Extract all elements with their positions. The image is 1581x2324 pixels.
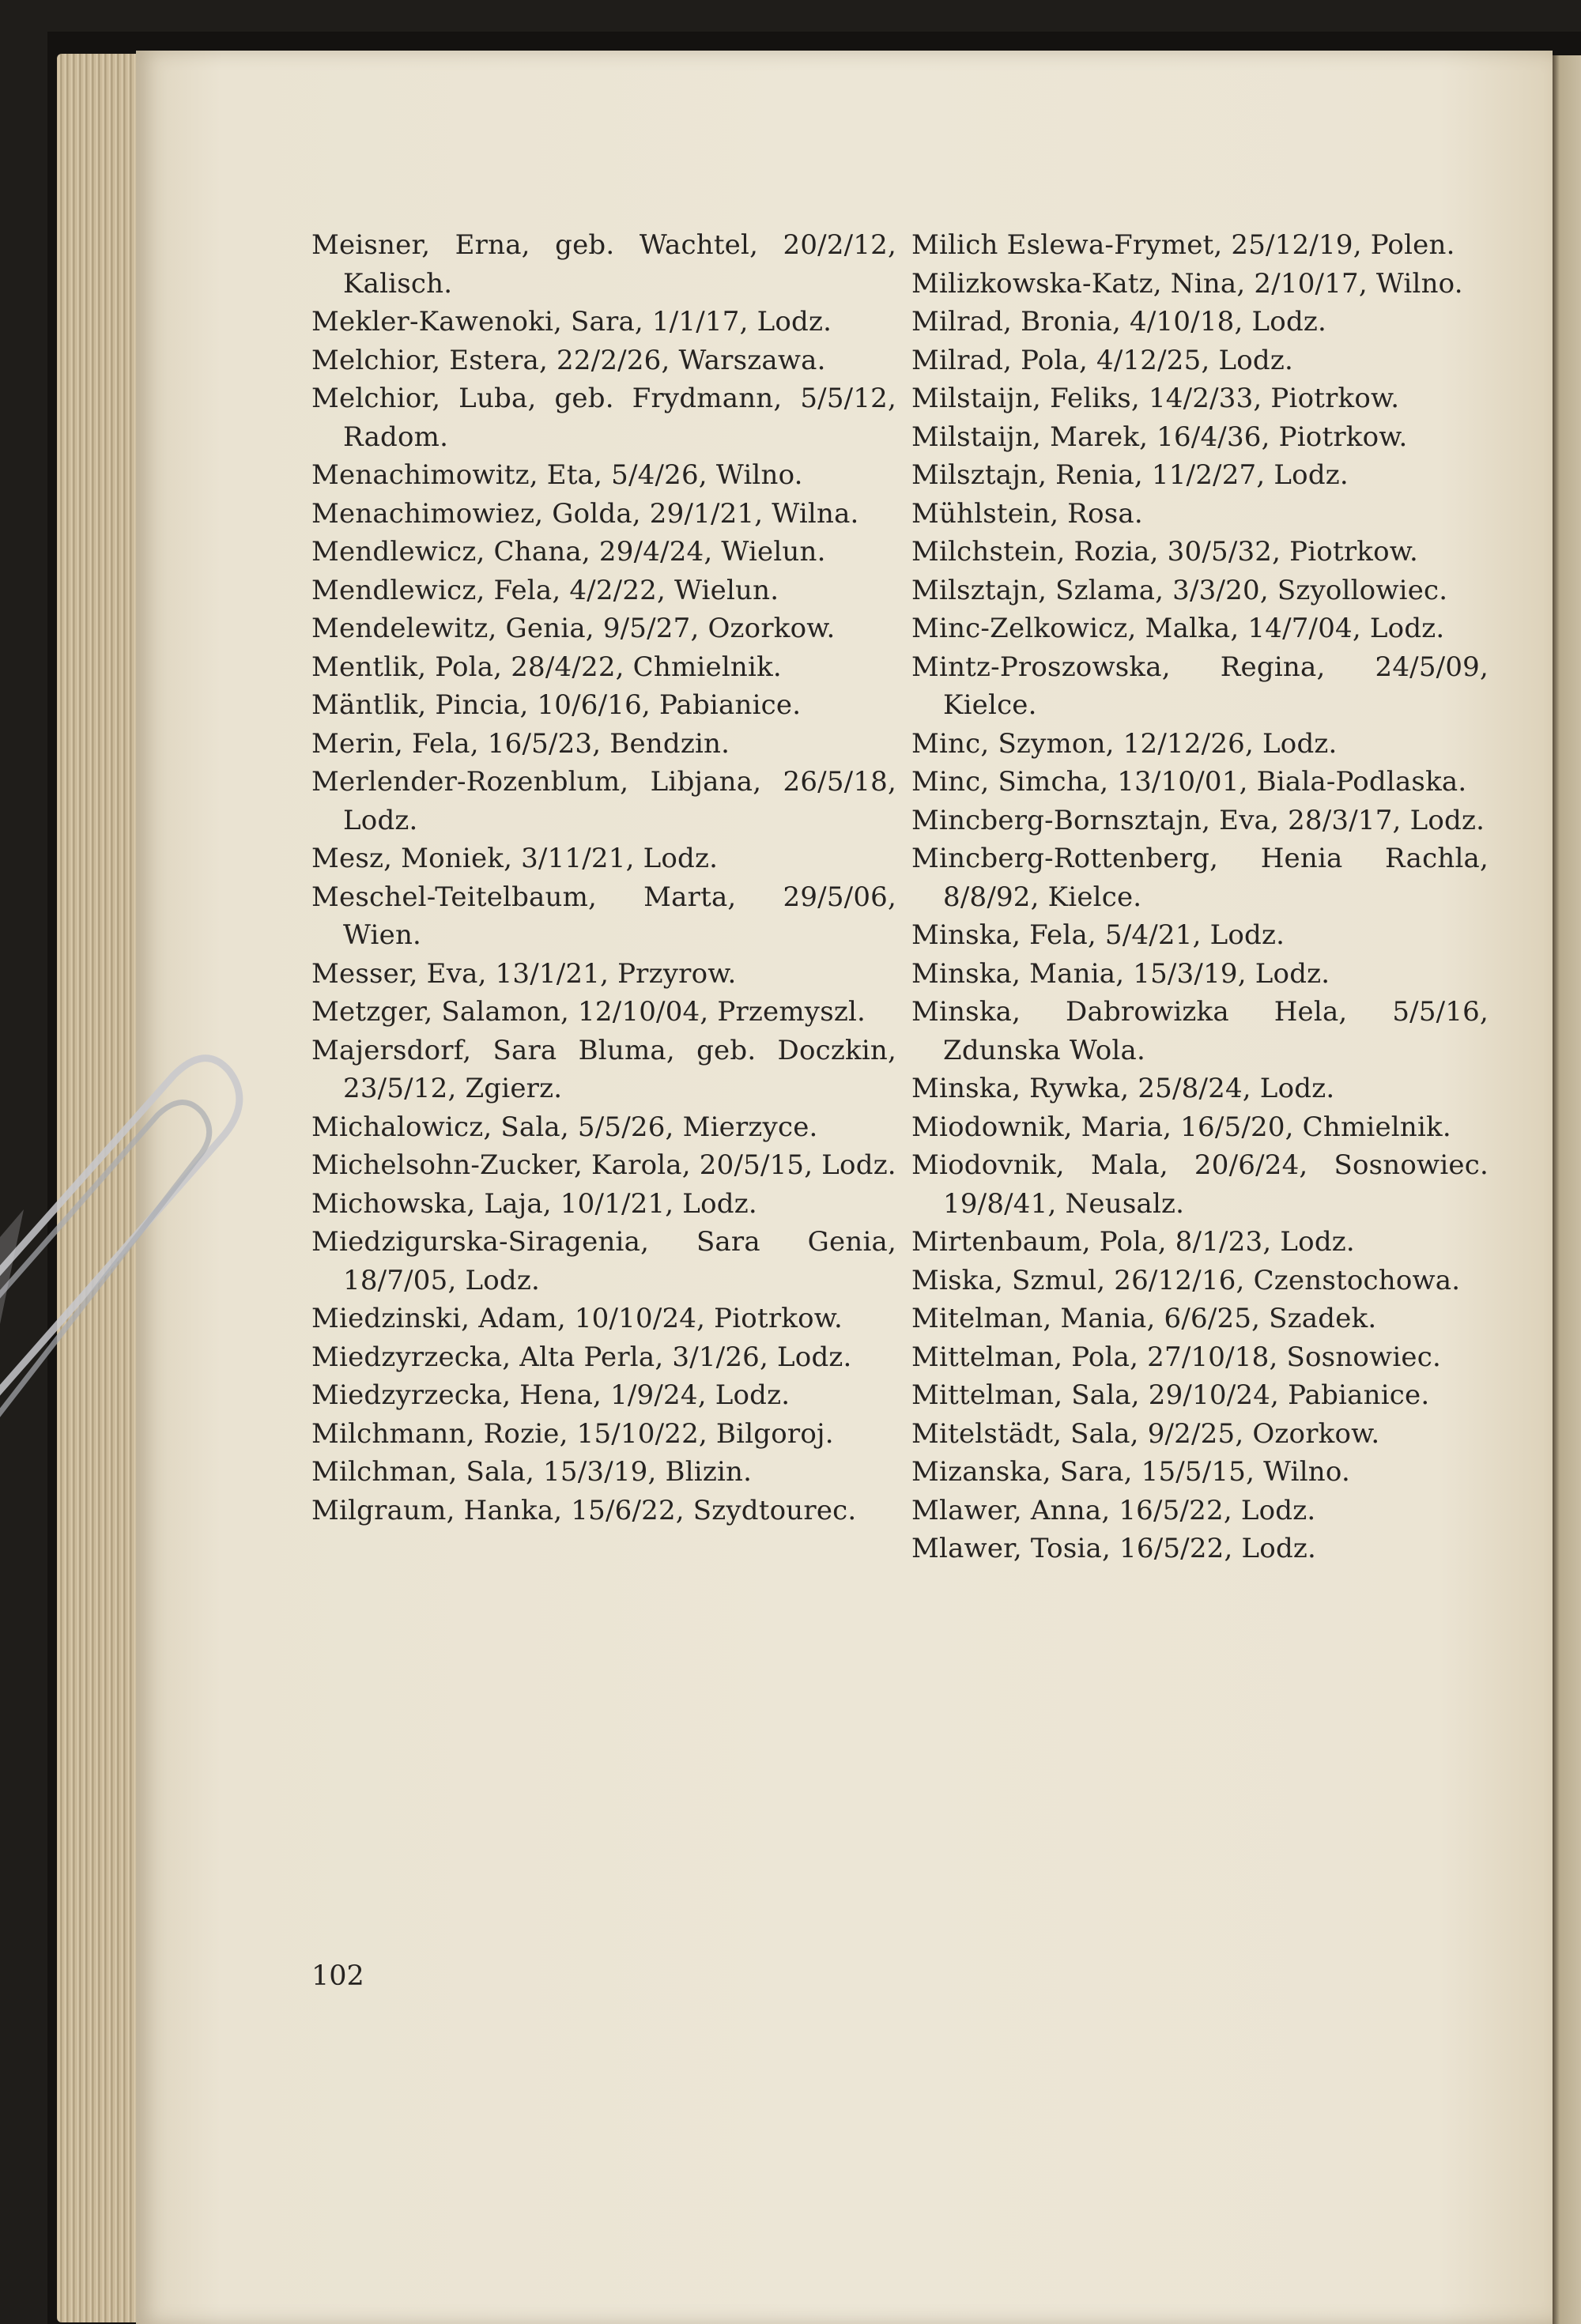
list-entry: Mesz, Moniek, 3/11/21, Lodz. — [311, 843, 719, 874]
list-entry: Milrad, Pola, 4/12/25, Lodz. — [911, 344, 1294, 376]
list-entry: Minc-Zelkowicz, Malka, 14/7/04, Lodz. — [911, 613, 1445, 644]
list-entry: Melchior, Estera, 22/2/26, Warszawa. — [311, 344, 826, 376]
list-entry: Mendelewitz, Genia, 9/5/27, Ozorkow. — [311, 613, 836, 644]
list-entry: Menachimowiez, Golda, 29/1/21, Wilna. — [311, 497, 859, 530]
list-entry: Minc, Simcha, 13/10/01, Biala-Podlaska. — [911, 766, 1467, 798]
list-entry: Mincberg-Bornsztajn, Eva, 28/3/17, Lodz. — [911, 804, 1485, 836]
list-entry: Mintz-Proszowska, Regina, 24/5/09, Kielce. — [911, 651, 1489, 721]
list-entry: Milstaijn, Feliks, 14/2/33, Piotrkow. — [911, 383, 1400, 414]
list-entry: Milchman, Sala, 15/3/19, Blizin. — [311, 1456, 753, 1488]
list-entry: Miedzyrzecka, Alta Perla, 3/1/26, Lodz. — [311, 1341, 852, 1373]
list-entry: Metzger, Salamon, 12/10/04, Przemyszl. — [311, 996, 866, 1028]
list-entry: Mäntlik, Pincia, 10/6/16, Pabianice. — [311, 689, 802, 721]
list-entry: Majersdorf, Sara Bluma, geb. Doczkin, 23/5/12, Zgierz. — [311, 1034, 896, 1104]
paper-clip-icon — [0, 1028, 308, 1439]
list-entry: Mlawer, Tosia, 16/5/22, Lodz. — [911, 1533, 1317, 1564]
list-entry: Miodovnik, Mala, 20/6/24, Sosnowiec. 19/8/41, Neusalz. — [911, 1149, 1489, 1220]
list-entry: Milsztajn, Szlama, 3/3/20, Szyollowiec. — [911, 574, 1448, 606]
list-entry: Meschel-Teitelbaum, Marta, 29/5/06, Wien. — [311, 881, 896, 951]
next-page-edge — [1553, 55, 1581, 2324]
list-entry: Menachimowitz, Eta, 5/4/26, Wilno. — [311, 459, 803, 491]
list-entry: Miodownik, Maria, 16/5/20, Chmielnik. — [911, 1111, 1451, 1143]
page-number: 102 — [311, 1960, 364, 1992]
list-entry: Mentlik, Pola, 28/4/22, Chmielnik. — [311, 651, 782, 683]
list-entry: Minska, Dabrowizka Hela, 5/5/16, Zdunska Wola. — [911, 996, 1489, 1066]
list-entry: Meisner, Erna, geb. Wachtel, 20/2/12, Kalisch. — [311, 229, 896, 300]
list-entry: Milrad, Bronia, 4/10/18, Lodz. — [911, 306, 1327, 338]
list-entry: Mitelman, Mania, 6/6/25, Szadek. — [911, 1303, 1377, 1334]
list-entry: Mincberg-Rottenberg, Henia Rachla, 8/8/92, Kielce. — [911, 843, 1489, 913]
list-entry: Mekler-Kawenoki, Sara, 1/1/17, Lodz. — [311, 306, 832, 338]
list-entry: Milstaijn, Marek, 16/4/36, Piotrkow. — [911, 421, 1408, 453]
list-entry: Minska, Rywka, 25/8/24, Lodz. — [911, 1073, 1335, 1104]
list-entry: Merin, Fela, 16/5/23, Bendzin. — [311, 727, 730, 760]
list-entry: Mitelstädt, Sala, 9/2/25, Ozorkow. — [911, 1417, 1380, 1450]
list-entry: Michowska, Laja, 10/1/21, Lodz. — [311, 1187, 757, 1220]
list-entry: Miedzinski, Adam, 10/10/24, Piotrkow. — [311, 1303, 843, 1334]
list-entry: Milchstein, Rozia, 30/5/32, Piotrkow. — [911, 536, 1419, 568]
list-entry: Minc, Szymon, 12/12/26, Lodz. — [911, 727, 1338, 760]
list-entry: Milich Eslewa-Frymet, 25/12/19, Polen. — [911, 229, 1455, 261]
list-entry: Mlawer, Anna, 16/5/22, Lodz. — [911, 1494, 1316, 1526]
list-entry: Merlender-Rozenblum, Libjana, 26/5/18, Lodz. — [311, 766, 896, 836]
list-entry: Miedzigurska-Siragenia, Sara Genia, 18/7/05, Lodz. — [311, 1226, 896, 1296]
list-entry: Mittelman, Sala, 29/10/24, Pabianice. — [911, 1379, 1430, 1411]
list-entry: Milsztajn, Renia, 11/2/27, Lodz. — [911, 459, 1349, 491]
list-entry: Miska, Szmul, 26/12/16, Czenstochowa. — [911, 1264, 1461, 1296]
list-entry: Minska, Mania, 15/3/19, Lodz. — [911, 957, 1330, 990]
list-entry: Messer, Eva, 13/1/21, Przyrow. — [311, 957, 737, 990]
right-column — [911, 226, 1489, 1568]
list-entry: Mittelman, Pola, 27/10/18, Sosnowiec. — [911, 1341, 1442, 1373]
list-entry: Milchmann, Rozie, 15/10/22, Bilgoroj. — [311, 1417, 834, 1450]
list-entry: Miedzyrzecka, Hena, 1/9/24, Lodz. — [311, 1379, 790, 1411]
list-entry: Michelsohn-Zucker, Karola, 20/5/15, Lodz. — [311, 1149, 896, 1181]
list-entry: Melchior, Luba, geb. Frydmann, 5/5/12, Radom. — [311, 383, 896, 453]
left-column — [311, 226, 896, 1530]
list-entry: Milizkowska-Katz, Nina, 2/10/17, Wilno. — [911, 267, 1463, 300]
list-entry: Mendlewicz, Fela, 4/2/22, Wielun. — [311, 574, 779, 606]
list-entry: Milgraum, Hanka, 15/6/22, Szydtourec. — [311, 1494, 857, 1526]
list-entry: Mendlewicz, Chana, 29/4/24, Wielun. — [311, 536, 826, 568]
list-entry: Mizanska, Sara, 15/5/15, Wilno. — [911, 1456, 1350, 1488]
list-entry: Minska, Fela, 5/4/21, Lodz. — [911, 919, 1285, 951]
list-entry: Mirtenbaum, Pola, 8/1/23, Lodz. — [911, 1226, 1355, 1258]
list-entry: Michalowicz, Sala, 5/5/26, Mierzyce. — [311, 1111, 818, 1143]
list-entry: Mühlstein, Rosa. — [911, 497, 1143, 530]
